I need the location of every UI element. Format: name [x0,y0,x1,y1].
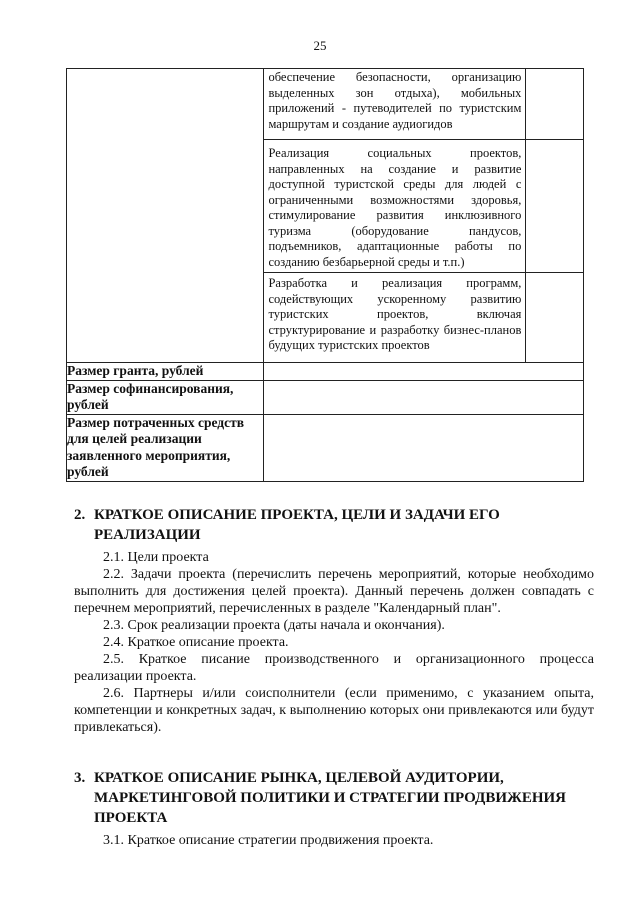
paragraph-2-1: 2.1. Цели проекта [103,550,209,565]
list-item: обеспечение безопасности, организацию выделенных зон отдыха), мобильных приложений - путеводителей по туристским маршрутам и создание аудиогидов [268,70,522,131]
table-cell-item [264,140,526,273]
paragraph-2-2: 2.2. Задачи проекта (перечислить перечень мероприятий, которые необходимо выполнить для достижения целей проекта). Данный перечень должен совпадать с перечнем мероприятий, перечисленных в разделе "Календарный план". [74,567,594,616]
table-cell-empty [526,273,584,363]
section-3-title-line3: ПРОЕКТА [94,810,168,826]
paragraph-2-6: 2.6. Партнеры и/или соисполнители (если применимо, с указанием опыта, компетенции и конкретных задач, к выполнению которых они привлекаются или будут привлекаться). [74,686,594,735]
application-table [66,68,584,482]
list-item: Реализация социальных проектов, направленных на создание и развитие доступной туристской среды для людей с ограниченными возможностями здоровья, стимулирование развития инклюзивного туризма (оборудование пандусов, подъемников, адаптационные работы по созданию безбарьерной среды и т.п.) [268,146,522,269]
paragraph-2-5: 2.5. Краткое писание производственного и организационного процесса реализации проекта. [74,652,594,684]
section-3-title-line1: КРАТКОЕ ОПИСАНИЕ РЫНКА, ЦЕЛЕВОЙ АУДИТОРИИ, [94,770,504,786]
grant-value-cell[interactable] [264,363,584,381]
section-2-title [74,505,594,545]
table-cell-empty [526,140,584,273]
spent-label: Размер потраченных средств для целей реализации заявленного мероприятия, рублей [67,414,264,481]
table-row [67,69,584,140]
section-3-number: 3. [74,770,86,786]
paragraph-3-1: 3.1. Краткое описание стратегии продвижения проекта. [103,833,434,848]
section-3-title [74,768,594,828]
table-cell-item [264,69,526,140]
table-row [67,414,584,481]
table-cell-item [264,273,526,363]
section-3-title-line2: МАРКЕТИНГОВОЙ ПОЛИТИКИ И СТРАТЕГИИ ПРОДВИЖЕНИЯ [94,790,567,806]
cofinancing-label: Размер софинансирования, рублей [67,380,264,414]
page-number: 25 [313,38,327,53]
table-cell-empty [526,69,584,140]
table-cell-empty [67,69,264,363]
table-row [67,380,584,414]
section-3 [74,768,594,849]
cofinancing-value-cell[interactable] [264,380,584,414]
spent-value-cell[interactable] [264,414,584,481]
section-2-title-line2: РЕАЛИЗАЦИИ [94,527,201,543]
table-row [67,363,584,381]
section-2 [74,505,594,736]
section-2-title-line1: КРАТКОЕ ОПИСАНИЕ ПРОЕКТА, ЦЕЛИ И ЗАДАЧИ ЕГО [94,507,500,523]
grant-label: Размер гранта, рублей [67,363,264,381]
list-item: Разработка и реализация программ, содействующих ускоренному развитию туристских проектов, включая структурирование и разработку бизнес-планов будущих туристских проектов [268,276,522,352]
section-2-number: 2. [74,507,86,523]
paragraph-2-4: 2.4. Краткое описание проекта. [103,635,289,650]
paragraph-2-3: 2.3. Срок реализации проекта (даты начала и окончания). [103,618,445,633]
